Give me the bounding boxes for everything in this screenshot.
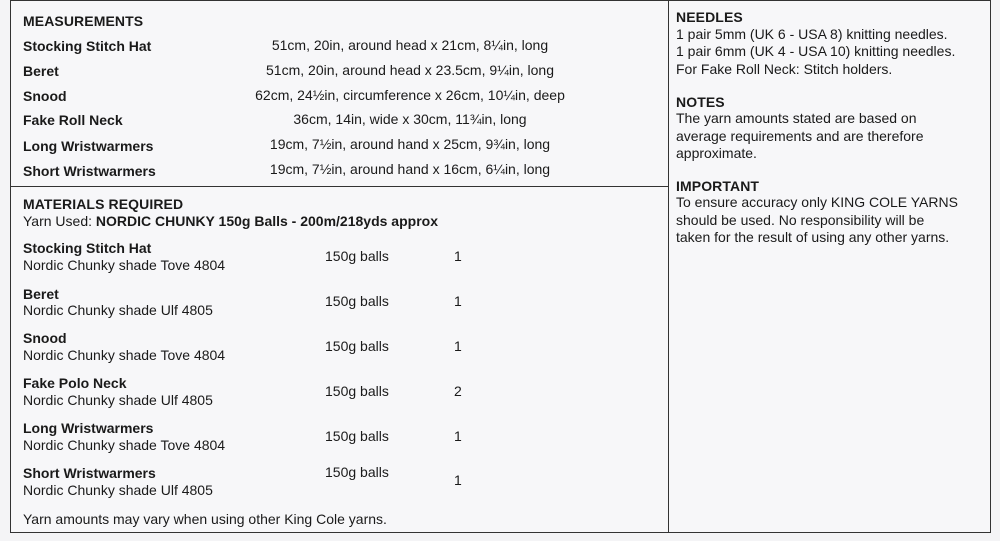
yarn-used-prefix: Yarn Used: [23,213,96,229]
important-text: To ensure accuracy only KING COLE YARNS should be used. No responsibility will be taken for the result of using any other yarns. [676,194,958,245]
needles-line: 1 pair 5mm (UK 6 - USA 8) knitting needles. [676,26,948,42]
measurement-label: Short Wristwarmers [23,163,156,179]
notes-text: The yarn amounts stated are based on average requirements and are therefore approximate. [676,110,924,161]
material-qty: 1 [454,248,462,264]
yarn-footnote: Yarn amounts may vary when using other King Cole yarns. [23,511,387,527]
material-name: Short Wristwarmers [23,465,156,481]
measurement-value: 19cm, 7½in, around hand x 25cm, 9¾in, long [269,136,551,152]
measurement-label: Fake Roll Neck [23,112,123,128]
measurement-value: 36cm, 14in, wide x 30cm, 11¾in, long [293,111,527,127]
materials-title: MATERIALS REQUIRED [23,196,184,212]
material-shade: Nordic Chunky shade Tove 4804 [23,347,226,363]
measurement-label: Long Wristwarmers [23,138,154,154]
material-qty: 1 [454,472,462,488]
material-unit: 150g balls [325,293,389,309]
material-unit: 150g balls [325,248,389,264]
measurement-label: Beret [23,63,59,79]
material-unit: 150g balls [325,383,389,399]
material-name: Beret [23,286,59,302]
yarn-used-line [23,213,438,229]
material-qty: 1 [454,428,462,444]
material-name: Stocking Stitch Hat [23,240,152,256]
needles-line: 1 pair 6mm (UK 4 - USA 10) knitting needles. [676,43,956,59]
material-name: Snood [23,330,67,346]
material-unit: 150g balls [325,338,389,354]
measurement-value: 51cm, 20in, around head x 21cm, 8¼in, long [271,37,549,53]
material-qty: 1 [454,293,462,309]
important-title: IMPORTANT [676,178,760,194]
needles-line: For Fake Roll Neck: Stitch holders. [676,61,893,77]
measurement-value: 51cm, 20in, around head x 23.5cm, 9¼in, long [266,62,554,78]
measurement-value: 19cm, 7½in, around hand x 16cm, 6¼in, long [269,161,551,177]
material-unit: 150g balls [325,464,389,480]
material-shade: Nordic Chunky shade Tove 4804 [23,437,226,453]
material-shade: Nordic Chunky shade Ulf 4805 [23,482,213,498]
material-unit: 150g balls [325,428,389,444]
measurement-label: Snood [23,88,67,104]
material-qty: 2 [454,383,462,399]
material-qty: 1 [454,338,462,354]
yarn-used-name: NORDIC CHUNKY 150g Balls - 200m/218yds approx [95,213,438,229]
material-name: Fake Polo Neck [23,375,127,391]
measurement-value: 62cm, 24½in, circumference x 26cm, 10¼in, deep [255,87,565,103]
material-shade: Nordic Chunky shade Ulf 4805 [23,392,213,408]
notes-title: NOTES [676,94,725,110]
measurements-title: MEASUREMENTS [23,13,144,29]
material-shade: Nordic Chunky shade Tove 4804 [23,257,226,273]
column-divider [668,0,669,533]
material-shade: Nordic Chunky shade Ulf 4805 [23,302,213,318]
material-name: Long Wristwarmers [23,420,154,436]
measurement-label: Stocking Stitch Hat [23,38,152,54]
section-divider [10,186,669,187]
needles-title: NEEDLES [676,9,743,25]
